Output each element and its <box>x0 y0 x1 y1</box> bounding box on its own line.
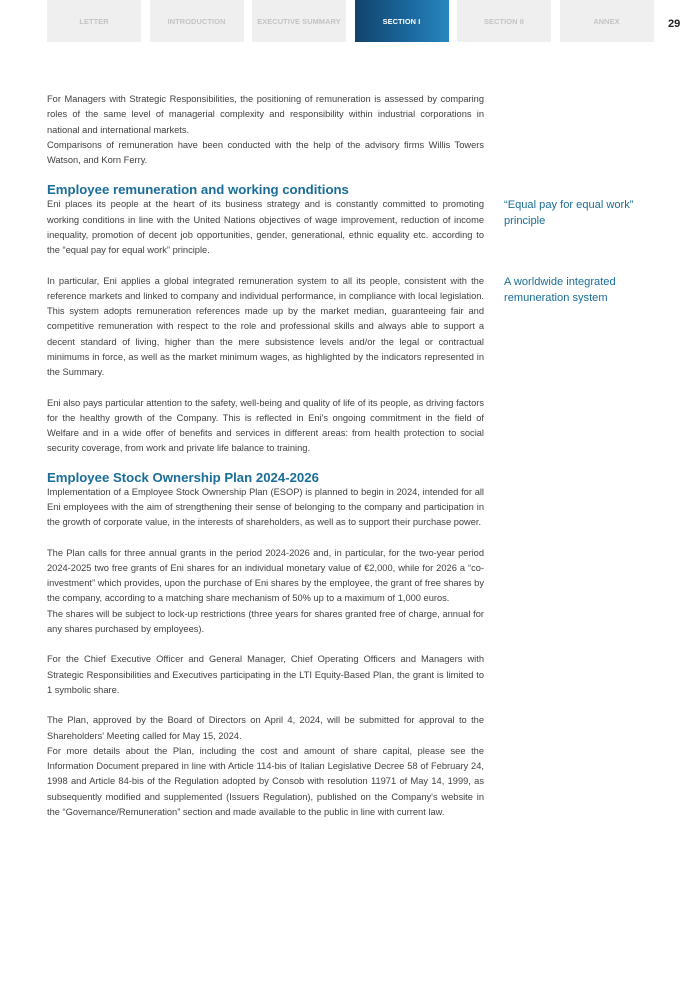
heading-esop: Employee Stock Ownership Plan 2024-2026 <box>47 469 319 485</box>
body-paragraph: The Plan calls for three annual grants in the period 2024-2026 and, in particular, for the two-year period 2024-2025 two free grants of Eni shares for an individual monetary value of €2,000, while for 2026 a “co- investment” which provides, upon the purchase of Eni shares by the employee, the grant of free shares by the company, according to a matching share mechanism of 50% up to a maximum of 1,000 euros. <box>47 547 484 604</box>
main-text-column <box>47 92 484 820</box>
section-tab-bar <box>47 0 662 42</box>
intro-paragraph: Comparisons of remuneration have been conducted with the help of the advisory firms Willis Towers Watson, and Korn Ferry. <box>47 139 484 165</box>
body-paragraph: The shares will be subject to lock-up restrictions (three years for shares granted free of charge, annual for any shares purchased by employees). <box>47 608 484 634</box>
page-number: 29 <box>668 18 681 30</box>
tab-section-i[interactable]: SECTION I <box>355 0 449 42</box>
tab-introduction[interactable]: INTRODUCTION <box>150 0 244 42</box>
heading-employee-remuneration: Employee remuneration and working conditions <box>47 182 349 198</box>
body-paragraph: Implementation of a Employee Stock Ownership Plan (ESOP) is planned to begin in 2024, intended for all Eni employees with the aim of strengthening their sense of belonging to the company and participation in the growth of corporate value, in the interests of shareholders, as well as to support their purchase power. <box>47 486 484 527</box>
body-paragraph: Eni places its people at the heart of its business strategy and is constantly committed to promoting working conditions in line with the United Nations objectives of wage improvement, reduction of income inequality, promotion of decent job opportunities, gender, generational, ethnic equality etc. according to the “equal pay for equal work” principle. <box>47 199 484 255</box>
body-paragraph: For more details about the Plan, including the cost and amount of share capital, please see the Information Document prepared in line with Article 114-bis of Italian Legislative Decree 58 of February 24, 1998 and Article 84-bis of the Regulation adopted by Consob with resolution 11971 of May 14, 1999, as subsequently modified and supplemented (Issuers Regulation), published on the Company's website in the “Governance/Remuneration” section and made available to the public in line with current law. <box>47 745 484 817</box>
sidenote-integrated-remuneration: A worldwide integrated remuneration system <box>504 276 616 304</box>
body-paragraph: Eni also pays particular attention to the safety, well-being and quality of life of its people, as driving factors for the healthy growth of the Company. This is reflected in Eni's ongoing commitment in the field of Welfare and in a wide offer of benefits and services in different areas: from health protection to social security coverage, from work and private life balance to training. <box>47 397 484 454</box>
tab-executive-summary[interactable]: EXECUTIVE SUMMARY <box>252 0 346 42</box>
tab-annex[interactable]: ANNEX <box>560 0 654 42</box>
body-paragraph: For the Chief Executive Officer and General Manager, Chief Operating Officers and Managers with Strategic Responsibilities and Executives participating in the LTI Equity-Based Plan, the grant is limited to 1 symbolic share. <box>47 654 484 695</box>
body-paragraph: The Plan, approved by the Board of Directors on April 4, 2024, will be submitted for approval to the Shareholders' Meeting called for May 15, 2024. <box>47 715 484 741</box>
tab-section-ii[interactable]: SECTION II <box>457 0 551 42</box>
tab-letter[interactable]: LETTER <box>47 0 141 42</box>
intro-paragraph: For Managers with Strategic Responsibilities, the positioning of remuneration is assessed by comparing roles of the same level of managerial complexity and responsibility within industrial corporations in national and international markets. <box>47 94 484 135</box>
body-paragraph: In particular, Eni applies a global integrated remuneration system to all its people, consistent with the reference markets and linked to company and individual performance, in compliance with local legislation. This system adopts remuneration references made up by the market median, guaranteeing fair and competitive remuneration with respect to the role and professional skills and always able to support a decent standard of living, higher than the mere subsistence levels and/or the legal or contractual minimums in force, as well as the market minimum wages, as highlighted by the indicators represented in the Summary. <box>47 275 484 377</box>
sidenote-equal-pay: “Equal pay for equal work” principle <box>504 199 634 227</box>
